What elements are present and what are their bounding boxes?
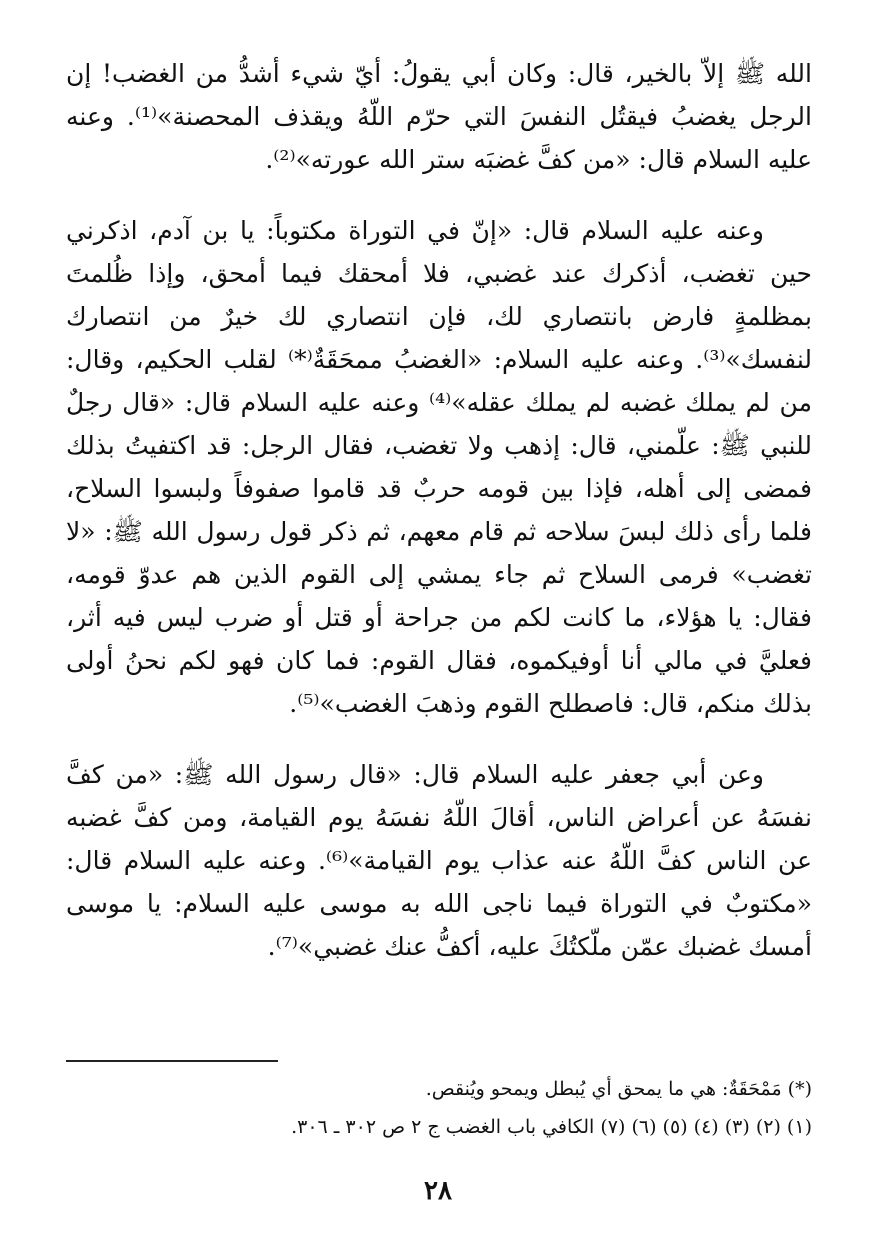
footnote-sources: (١) (٢) (٣) (٤) (٥) (٦) (٧) الكافي باب الغضب ج ٢ ص ٣٠٢ ـ ٣٠٦. (291, 1116, 812, 1138)
page-number: ٢٨ (424, 1176, 452, 1206)
paragraph-3: وعن أبي جعفر عليه السلام قال: «قال رسول الله ﷺ: «من كفَّ نفسَهُ عن أعراض الناس، أقالَ اللّهُ نفسَهُ يوم القيامة، ومن كفَّ غضبه عن الناس كفَّ اللّهُ عنه عذاب يوم القيامة»⁽⁶⁾. وعنه عليه السلام قال: «مكتوبٌ في التوراة فيما ناجى الله به موسى عليه السلام: يا موسى أمسك غضبك عمّن ملّكتُكَ عليه، أكفُّ عنك غضبي»⁽⁷⁾. (66, 760, 812, 961)
paragraph-gap (66, 181, 812, 209)
document-body (66, 52, 812, 968)
paragraph-2: وعنه عليه السلام قال: «إنّ في التوراة مكتوباً: يا بن آدم، اذكرني حين تغضب، أذكرك عند غضبي، فلا أمحقك فيما أمحق، وإذا ظُلمتَ بمظلمةٍ فارض بانتصاري لك، فإن انتصاري لك خيرٌ من انتصارك لنفسك»⁽³⁾. وعنه عليه السلام: «الغضبُ ممحَقَةٌ⁽*⁾ لقلب الحكيم، وقال: من لم يملك غضبه لم يملك عقله»⁽⁴⁾ وعنه عليه السلام قال: «قال رجلٌ للنبي ﷺ: علّمني، قال: إذهب ولا تغضب، فقال الرجل: قد اكتفيتُ بذلك فمضى إلى أهله، فإذا بين قومه حربٌ قد قاموا صفوفاً ولبسوا السلاح، فلما رأى ذلك لبسَ سلاحه ثم قام معهم، ثم ذكر قول رسول الله ﷺ: «لا تغضب» فرمى السلاح ثم جاء يمشي إلى القوم الذين هم عدوّ قومه، فقال: يا هؤلاء، ما كانت لكم من جراحة أو قتل أو ضرب ليس فيه أثر، فعليَّ في مالي أنا أوفيكموه، فقال القوم: فما كان فهو لكم نحنُ أولى بذلك منكم، قال: فاصطلح القوم وذهبَ الغضب»⁽⁵⁾. (66, 216, 812, 718)
footnote-divider (66, 1060, 278, 1062)
footnotes (66, 1070, 812, 1146)
paragraph-1: الله ﷺ إلاّ بالخير، قال: وكان أبي يقولُ: أيّ شيء أشدُّ من الغضب! إن الرجل يغضبُ فيقتُل النفسَ التي حرّم اللّهُ ويقذف المحصنة»⁽¹⁾. وعنه عليه السلام قال: «من كفَّ غضبَه ستر الله عورته»⁽²⁾. (66, 59, 812, 174)
footnote-definition: (*) مَمْحَقَةٌ: هي ما يمحق أي يُبطل ويمحو ويُنقص. (425, 1078, 812, 1100)
paragraph-gap (66, 725, 812, 753)
